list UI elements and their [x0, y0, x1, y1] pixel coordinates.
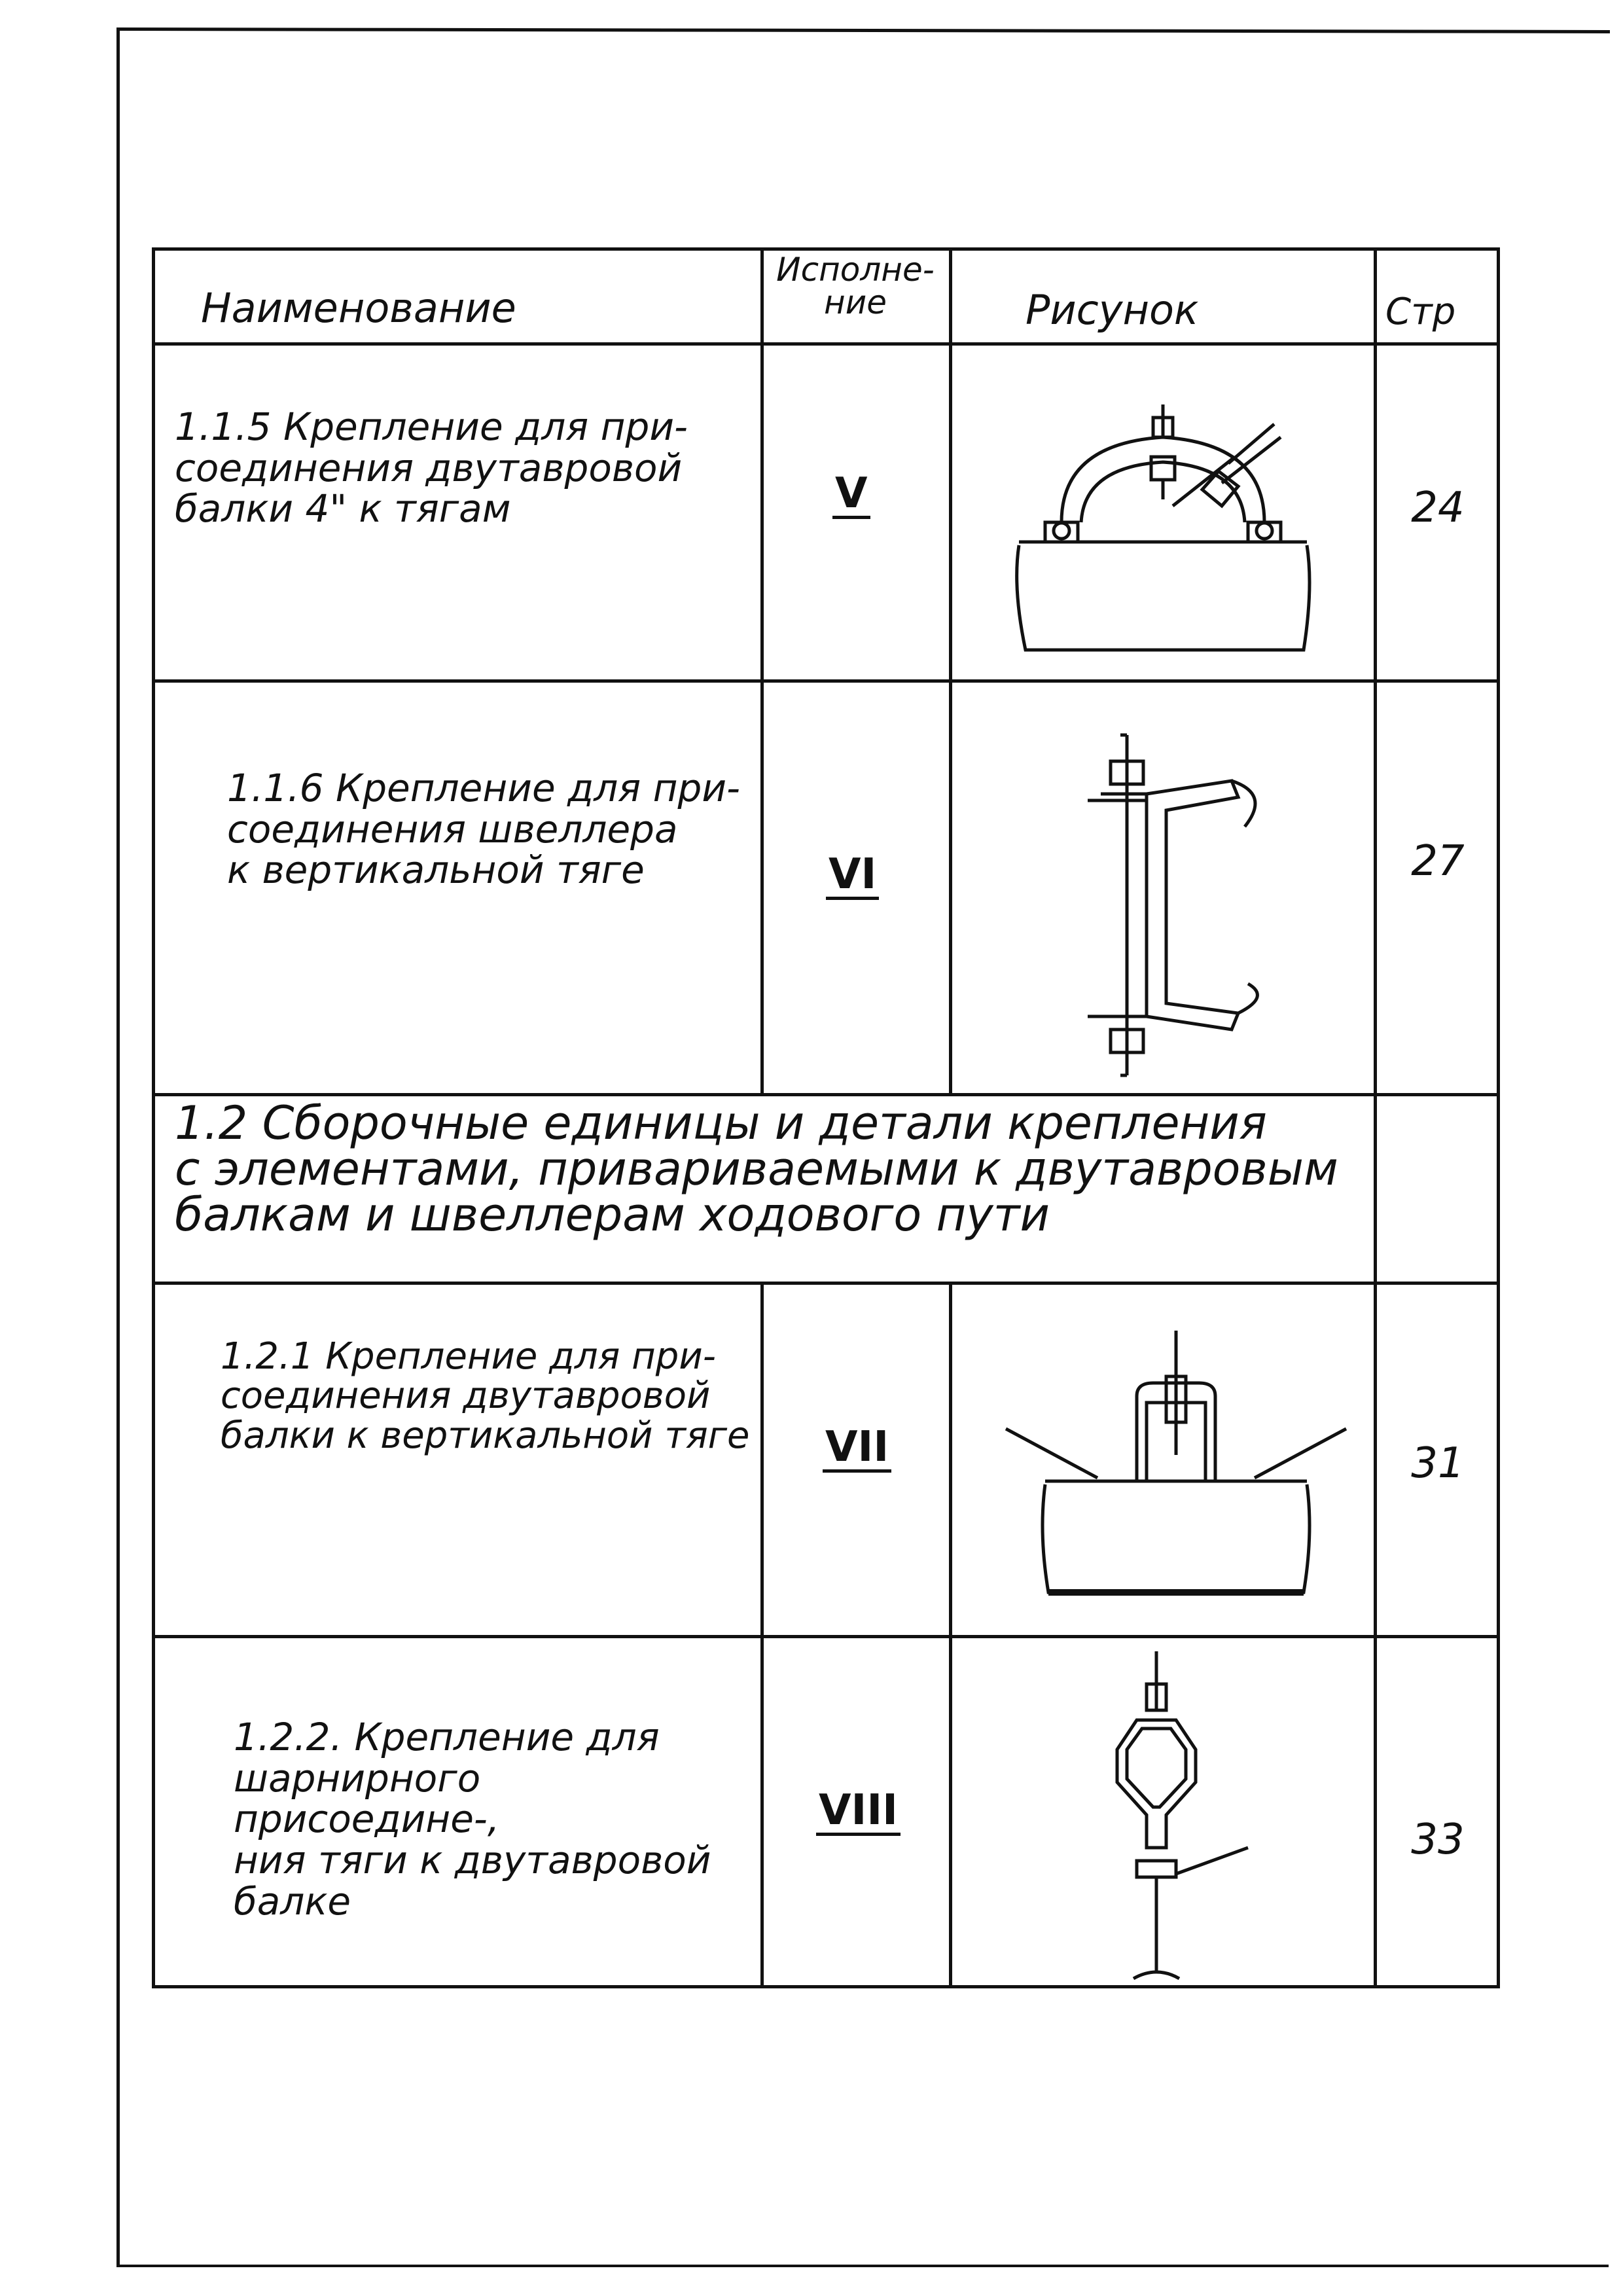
frame-bottom-border	[116, 2265, 1609, 2267]
row-2-page: 27	[1411, 837, 1465, 886]
col-divider-2a	[949, 251, 952, 1093]
row-3-name: 1.2.1 Крепление для при- соединения двутавровой балки к вертикальной тяге	[221, 1335, 750, 1457]
row-divider-4	[155, 1635, 1497, 1638]
header-divider	[155, 342, 1497, 346]
row-4-variant: VIII	[816, 1789, 901, 1836]
col-divider-1b	[760, 1282, 764, 1988]
row-divider-1	[155, 679, 1497, 683]
channel-clamp-icon	[1075, 722, 1271, 1088]
row-1-variant: V	[832, 472, 870, 519]
col-divider-1a	[760, 251, 764, 1093]
frame-left-border	[116, 27, 120, 2266]
header-variant: Исполне- ние	[776, 251, 935, 321]
header-figure: Рисунок	[1026, 286, 1199, 334]
header-page: Стр	[1385, 291, 1456, 333]
welded-bracket-icon	[1006, 1324, 1346, 1605]
contents-table	[152, 247, 1500, 1988]
row-4-name: 1.2.2. Крепление для шарнирного присоедине-, ния тяги к двутавровой балке	[234, 1715, 711, 1924]
header-name: Наименование	[201, 284, 516, 332]
row-3-variant: VII	[823, 1426, 891, 1473]
row-3-page: 31	[1411, 1439, 1465, 1488]
col-divider-2b	[949, 1282, 952, 1988]
frame-top-border	[118, 27, 1610, 33]
section-title: 1.2 Сборочные единицы и детали крепления с элементами, привариваемыми к двутавровым балкам и швеллерам ходового пути	[175, 1096, 1338, 1242]
row-4-page: 33	[1411, 1816, 1465, 1864]
row-2-name: 1.1.6 Крепление для при- соединения швеллера к вертикальной тяге	[227, 766, 740, 893]
row-divider-3	[155, 1282, 1497, 1285]
i-beam-clamp-with-rods-icon	[1006, 391, 1320, 660]
hinged-hanger-icon	[1084, 1645, 1281, 1985]
row-1-page: 24	[1411, 484, 1465, 532]
row-2-variant: VI	[826, 853, 879, 900]
row-1-name: 1.1.5 Крепление для при- соединения двутавровой балки 4" к тягам	[175, 404, 688, 531]
